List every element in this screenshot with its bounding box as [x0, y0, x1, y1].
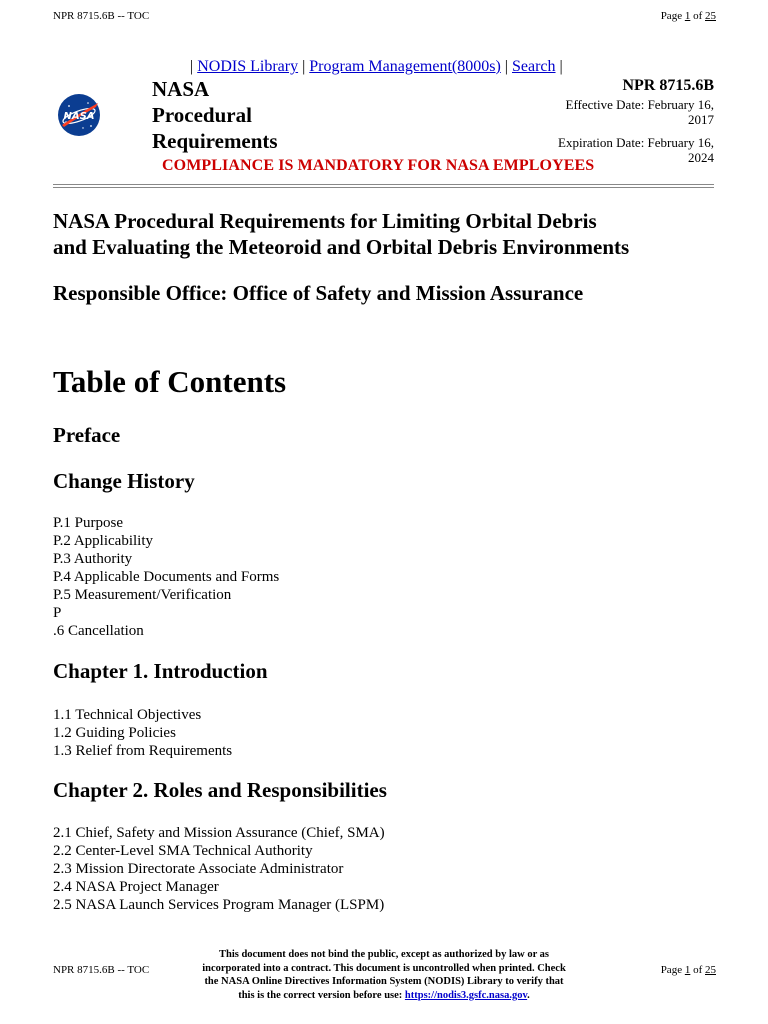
compliance-notice: COMPLIANCE IS MANDATORY FOR NASA EMPLOYEES	[162, 157, 595, 174]
npr-info	[524, 77, 714, 165]
toc-item[interactable]: P	[53, 605, 62, 621]
footer-disclaimer	[186, 948, 582, 1002]
nav-separator: |	[504, 58, 508, 75]
nav-separator: |	[302, 58, 306, 75]
page-current: 1	[684, 10, 691, 22]
preface-items	[53, 514, 279, 640]
document-title-line: and Evaluating the Meteoroid and Orbital Debris Environments	[53, 235, 630, 259]
toc-chapter-2-link[interactable]: Chapter 2. Roles and Responsibilities	[53, 778, 387, 802]
divider	[53, 184, 714, 185]
title-block	[152, 76, 278, 154]
toc-item[interactable]: 1.2 Guiding Policies	[53, 725, 176, 741]
expiration-date-year: 2024	[688, 150, 714, 165]
document-title	[53, 208, 733, 260]
divider	[53, 187, 714, 188]
page-header-page-number	[661, 10, 716, 22]
toc-item[interactable]: P.4 Applicable Documents and Forms	[53, 569, 280, 585]
title-line: Requirements	[152, 129, 278, 153]
title-line: Procedural	[152, 103, 252, 127]
nodis-url-link[interactable]: https://nodis3.gsfc.nasa.gov	[404, 989, 528, 1001]
nav-link-program-management[interactable]: Program Management(8000s)	[309, 58, 501, 75]
disclaimer-line	[186, 989, 582, 1003]
page-label: Page	[660, 964, 683, 976]
nasa-meatball-logo-icon	[56, 92, 102, 138]
responsible-office: Responsible Office: Office of Safety and Mission Assurance	[53, 281, 584, 305]
document-title-line: NASA Procedural Requirements for Limiting Orbital Debris	[53, 209, 597, 233]
page-footer-page-number	[661, 964, 716, 976]
page-footer-doc-ref: NPR 8715.6B -- TOC	[53, 964, 150, 976]
page-of: of	[693, 10, 703, 22]
page-of: of	[693, 964, 703, 976]
toc-item[interactable]: 2.5 NASA Launch Services Program Manager (LSPM)	[53, 897, 385, 913]
toc-item[interactable]: P.2 Applicability	[53, 533, 154, 549]
disclaimer-line: This document does not bind the public, except as authorized by law or as	[218, 949, 549, 960]
nav-link-nodis-library[interactable]: NODIS Library	[197, 58, 299, 75]
chapter-1-items	[53, 706, 232, 760]
toc-preface-link[interactable]: Preface	[53, 423, 121, 447]
toc-item[interactable]: 2.1 Chief, Safety and Mission Assurance (Chief, SMA)	[53, 825, 385, 841]
toc-item[interactable]: 2.3 Mission Directorate Associate Administrator	[53, 861, 344, 877]
page-header-doc-ref: NPR 8715.6B -- TOC	[53, 10, 150, 22]
disclaimer-prefix: this is the correct version before use:	[238, 989, 403, 1001]
nav-link-search[interactable]: Search	[512, 58, 556, 75]
disclaimer-suffix: .	[527, 989, 530, 1001]
chapter-2-items	[53, 824, 385, 914]
nav-separator: |	[559, 58, 563, 75]
toc-change-history-link[interactable]: Change History	[53, 469, 195, 493]
toc-item[interactable]: P.1 Purpose	[53, 515, 124, 531]
toc-item[interactable]: P.3 Authority	[53, 551, 133, 567]
toc-chapter-1-link[interactable]: Chapter 1. Introduction	[53, 659, 268, 683]
page-total: 25	[705, 10, 716, 22]
disclaimer-line: the NASA Online Directives Information System (NODIS) Library to verify that	[204, 976, 564, 987]
page-current: 1	[684, 964, 691, 976]
nodis-nav	[190, 58, 563, 76]
toc-item[interactable]: 1.3 Relief from Requirements	[53, 743, 233, 759]
toc-item[interactable]: .6 Cancellation	[53, 623, 144, 639]
page-total: 25	[705, 964, 716, 976]
effective-date-line: Effective Date: February 16,	[565, 97, 714, 112]
title-line: NASA	[152, 77, 210, 101]
toc-title: Table of Contents	[53, 364, 287, 399]
nav-separator: |	[190, 58, 194, 75]
expiration-date-line: Expiration Date: February 16,	[558, 135, 714, 150]
toc-item[interactable]: 1.1 Technical Objectives	[53, 707, 202, 723]
disclaimer-line: incorporated into a contract. This document is uncontrolled when printed. Check	[202, 962, 566, 974]
toc-item[interactable]: 2.4 NASA Project Manager	[53, 879, 219, 895]
page-label: Page	[660, 10, 683, 22]
effective-date-year: 2017	[688, 112, 714, 127]
toc-item[interactable]: P.5 Measurement/Verification	[53, 587, 232, 603]
svg-text:NASA: NASA	[63, 111, 95, 122]
effective-date	[524, 97, 714, 127]
toc-item[interactable]: 2.2 Center-Level SMA Technical Authority	[53, 843, 313, 859]
npr-number: NPR 8715.6B	[622, 77, 714, 94]
